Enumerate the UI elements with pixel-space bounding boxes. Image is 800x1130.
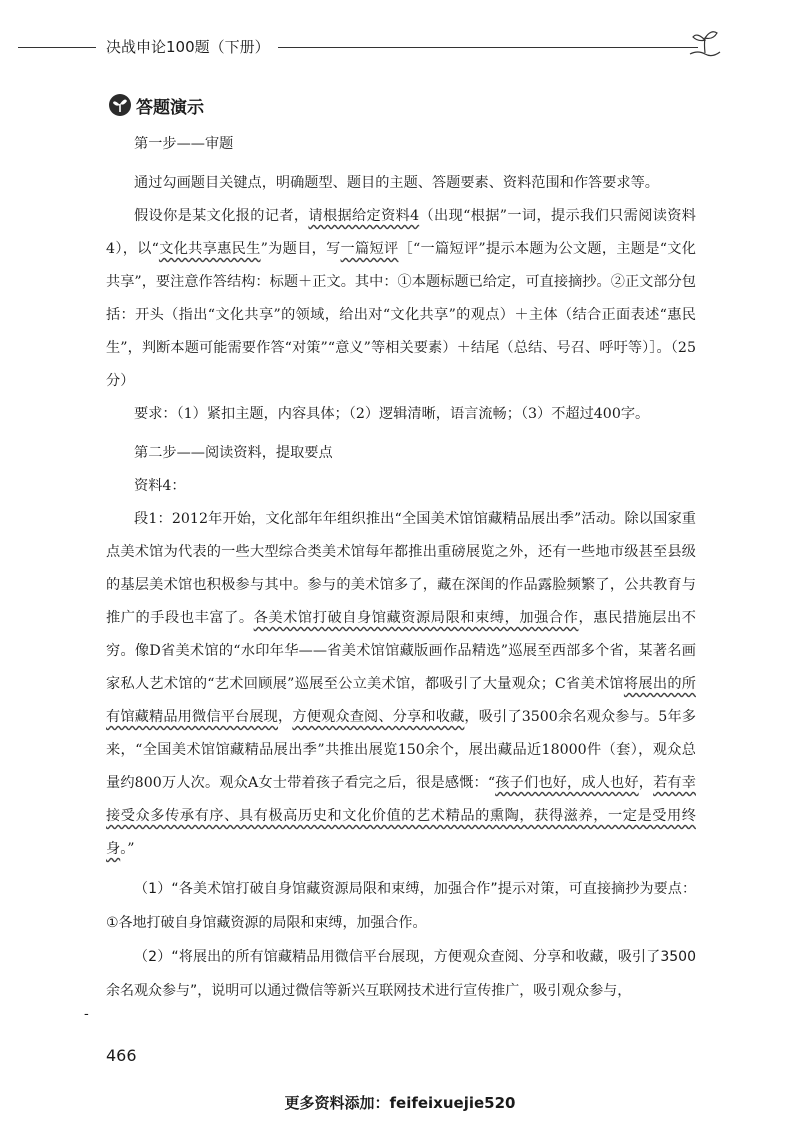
material-text: 。” — [120, 841, 135, 857]
margin-mark: - — [84, 1006, 89, 1022]
page-number: 466 — [106, 1046, 137, 1065]
sprout-badge-icon — [108, 93, 132, 117]
question-paragraph — [106, 200, 696, 398]
footer-note: 更多资料添加：feifeixuejie520 — [284, 1094, 516, 1112]
header-rule-left — [18, 47, 96, 48]
highlight-countermeasure: 各美术馆打破自身馆藏资源局限和束缚，加强合作 — [253, 610, 579, 626]
highlight-genre: 一篇短评 — [340, 241, 399, 257]
requirements: 要求：（1）紧扣主题，内容具体；（2）逻辑清晰，语言流畅；（3）不超过400字。 — [134, 406, 650, 422]
highlight-wechat: 将展出的所有馆藏精品用微信平台展现 — [106, 676, 696, 725]
material-text: ，吸引了3500余名观众参与。5年多来，“全国美术馆馆藏精品展出季”共推出展览150余个，展出藏品近18000件（套），观众总量约800万人次。观众A女士带着孩子看完之后，很是感慨：“ — [106, 709, 696, 791]
step1-intro: 通过勾画题目关键点，明确题型、题目的主题、答题要素、资料范围和作答要求等。 — [134, 175, 659, 191]
highlight-audience: 孩子们也好，成人也好 — [495, 775, 639, 791]
question-text: （出现“根据”一词，提示我们只需阅读资料4），以“ — [106, 208, 696, 257]
question-text: ”为题目，写 — [260, 241, 341, 257]
step2-heading: 第二步——阅读资料，提取要点 — [134, 445, 333, 461]
question-text: 假设你是某文化报的记者， — [134, 208, 309, 224]
highlight-convenience: 方便观众查阅、分享和收藏 — [292, 709, 465, 725]
material-paragraph — [106, 503, 696, 866]
sprout-icon — [688, 28, 722, 58]
material-label: 资料4： — [134, 478, 186, 494]
running-header — [18, 34, 718, 60]
highlight-title: 文化共享惠民生 — [158, 241, 261, 257]
highlight-benefit: 若有幸接受众多传承有序、具有极高历史和文化价值的艺术精品的熏陶，获得滋养，一定是受用终身 — [106, 775, 696, 857]
material-text: 段1：2012年开始，文化部年年组织推出“全国美术馆馆藏精品展出季”活动。除以国家重点美术馆为代表的一些大型综合类美术馆每年都推出重磅展览之外，还有一些地市级甚至县级的基层美术馆也积极参与其中。参与的美术馆多了，藏在深闺的作品露脸频繁了，公共教育与推广的手段也丰富了。 — [106, 511, 696, 626]
section-title: 答题演示 — [136, 97, 204, 118]
material-text: ， — [278, 709, 293, 725]
analysis-block — [106, 872, 696, 1008]
material-text: ，惠民措施层出不穷。像D省美术馆的“水印年华——省美术馆馆藏版画作品精选”巡展至西部多个省，某著名画家私人艺术馆的“艺术回顾展”巡展至公立美术馆，都吸引了大量观众；C省美术馆 — [106, 610, 696, 692]
step1-heading: 第一步——审题 — [134, 136, 234, 152]
material-text: ， — [638, 775, 654, 791]
analysis-item-2: （2）“将展出的所有馆藏精品用微信平台展现，方便观众查阅、分享和收藏，吸引了3500余名观众参与”，说明可以通过微信等新兴互联网技术进行宣传推广，吸引观众参与， — [106, 949, 696, 999]
highlight-material: 请根据给定资料4 — [308, 208, 420, 224]
book-title: 决战申论100题（下册） — [106, 38, 270, 56]
question-text: ［“一篇短评”提示本题为公文题，主题是“文化共享”，要注意作答结构：标题＋正文。其中：①本题标题已给定，可直接摘抄。②正文部分包括：开头（指出“文化共享”的领域，给出对“文化共享”的观点）＋主体（结合正面表述“惠民生”，判断本题可能需要作答“对策”“意义”等相关要素）＋结尾（总结、号召、呼吁等）］。（25分） — [106, 241, 696, 389]
analysis-item-1: （1）“各美术馆打破自身馆藏资源局限和束缚，加强合作”提示对策，可直接摘抄为要点：①各地打破自身馆藏资源的局限和束缚，加强合作。 — [106, 881, 696, 931]
section-heading — [108, 92, 204, 118]
header-rule-right — [278, 47, 698, 48]
page-body — [106, 128, 696, 1008]
